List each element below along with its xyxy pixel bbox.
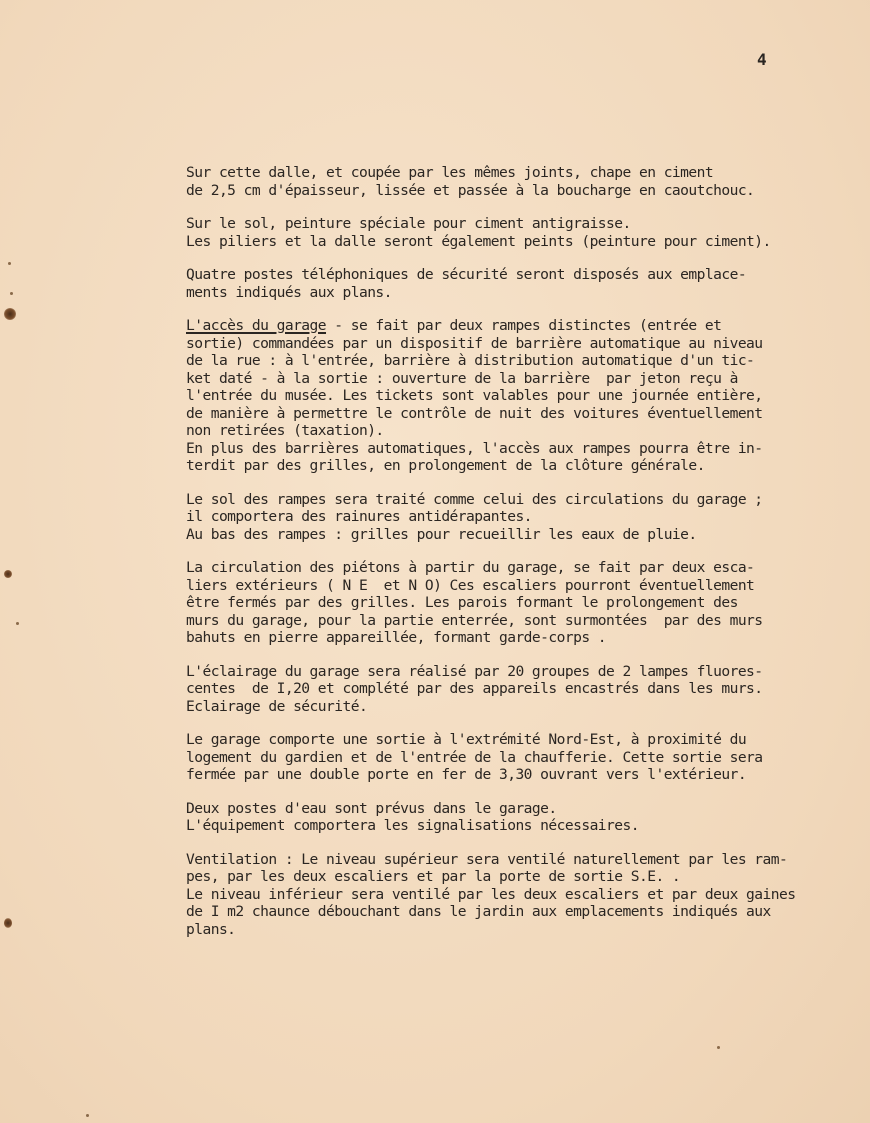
text-line: de I m2 chaunce débouchant dans le jardin aux emplacements indiqués aux <box>186 903 771 920</box>
binder-hole <box>4 918 12 928</box>
paper-speck <box>10 292 13 295</box>
text-line: de la rue : à l'entrée, barrière à distribution automatique d'un tic- <box>186 352 755 369</box>
text-line: fermée par une double porte en fer de 3,30 ouvrant vers l'extérieur. <box>186 766 747 783</box>
binder-hole <box>4 308 16 320</box>
page-number: 4 <box>757 50 767 69</box>
binder-hole <box>4 570 12 578</box>
text-line: L'éclairage du garage sera réalisé par 20 groupes de 2 lampes fluores- <box>186 662 763 680</box>
section-heading: L'accès du garage <box>186 317 327 334</box>
text-line: logement du gardien et de l'entrée de la chaufferie. Cette sortie sera <box>186 748 763 766</box>
text-line: Les piliers et la dalle seront également peints (peinture pour ciment). <box>186 232 771 250</box>
paragraph <box>186 215 854 250</box>
text-line: de 2,5 cm d'épaisseur, lissée et passée à la boucharge en caoutchouc. <box>186 181 755 199</box>
text-line: L'équipement comportera les signalisations nécessaires. <box>186 817 639 834</box>
text-line: En plus des barrières automatiques, l'accès aux rampes pourra être in- <box>186 439 763 457</box>
text-line: sortie) commandées par un dispositif de barrière automatique au niveau <box>186 334 763 352</box>
text-line: l'entrée du musée. Les tickets sont valables pour une journée entière, <box>186 387 763 404</box>
text-line: terdit par des grilles, en prolongement de la clôture générale. <box>186 457 705 474</box>
text-line: être fermés par des grilles. Les parois formant le prolongement des <box>186 594 738 611</box>
paragraph <box>186 559 854 647</box>
text-line: Sur le sol, peinture spéciale pour ciment antigraisse. <box>186 215 631 232</box>
text-line: La circulation des piétons à partir du garage, se fait par deux esca- <box>186 559 755 576</box>
paper-speck <box>86 1114 89 1117</box>
text-line: Au bas des rampes : grilles pour recueillir les eaux de pluie. <box>186 525 697 543</box>
text-line: de manière à permettre le contrôle de nuit des voitures éventuellement <box>186 404 763 422</box>
text-line: liers extérieurs ( N E et N O) Ces escaliers pourront éventuellement <box>186 576 755 594</box>
paper-speck <box>8 262 11 265</box>
text-line: Deux postes d'eau sont prévus dans le garage. <box>186 799 557 817</box>
text-line: Ventilation : Le niveau supérieur sera ventilé naturellement par les ram- <box>186 850 788 868</box>
text-line-rest: - se fait par deux rampes distinctes (entrée et <box>326 317 722 334</box>
paragraph <box>186 491 854 544</box>
paragraph <box>186 800 854 835</box>
text-line: Le sol des rampes sera traité comme celui des circulations du garage ; <box>186 490 763 508</box>
text-line: non retirées (taxation). <box>186 422 384 439</box>
text-line: bahuts en pierre appareillée, formant garde-corps . <box>186 629 607 646</box>
text-line: ket daté - à la sortie : ouverture de la barrière par jeton reçu à <box>186 369 738 387</box>
text-line: Eclairage de sécurité. <box>186 697 368 715</box>
text-line: plans. <box>186 920 236 938</box>
text-line: Le garage comporte une sortie à l'extrémité Nord-Est, à proximité du <box>186 731 747 748</box>
text-line: murs du garage, pour la partie enterrée, sont surmontées par des murs <box>186 611 763 629</box>
text-line: centes de I,20 et complété par des appareils encastrés dans les murs. <box>186 680 763 697</box>
text-line: Le niveau inférieur sera ventilé par les deux escaliers et par deux gaines <box>186 885 796 903</box>
paragraph <box>186 731 854 784</box>
body-text <box>186 164 854 954</box>
text-line: Sur cette dalle, et coupée par les mêmes joints, chape en ciment <box>186 164 714 181</box>
paper-speck <box>16 622 19 625</box>
paragraph <box>186 164 854 199</box>
paragraph <box>186 663 854 716</box>
text-line: Quatre postes téléphoniques de sécurité seront disposés aux emplace- <box>186 266 747 283</box>
paper-speck <box>717 1046 720 1049</box>
text-line <box>186 317 854 335</box>
text-line: il comportera des rainures antidérapantes. <box>186 508 532 525</box>
paragraph <box>186 266 854 301</box>
text-line: pes, par les deux escaliers et par la porte de sortie S.E. . <box>186 868 681 885</box>
text-line: ments indiqués aux plans. <box>186 283 392 301</box>
paragraph <box>186 317 854 475</box>
paragraph <box>186 851 854 939</box>
